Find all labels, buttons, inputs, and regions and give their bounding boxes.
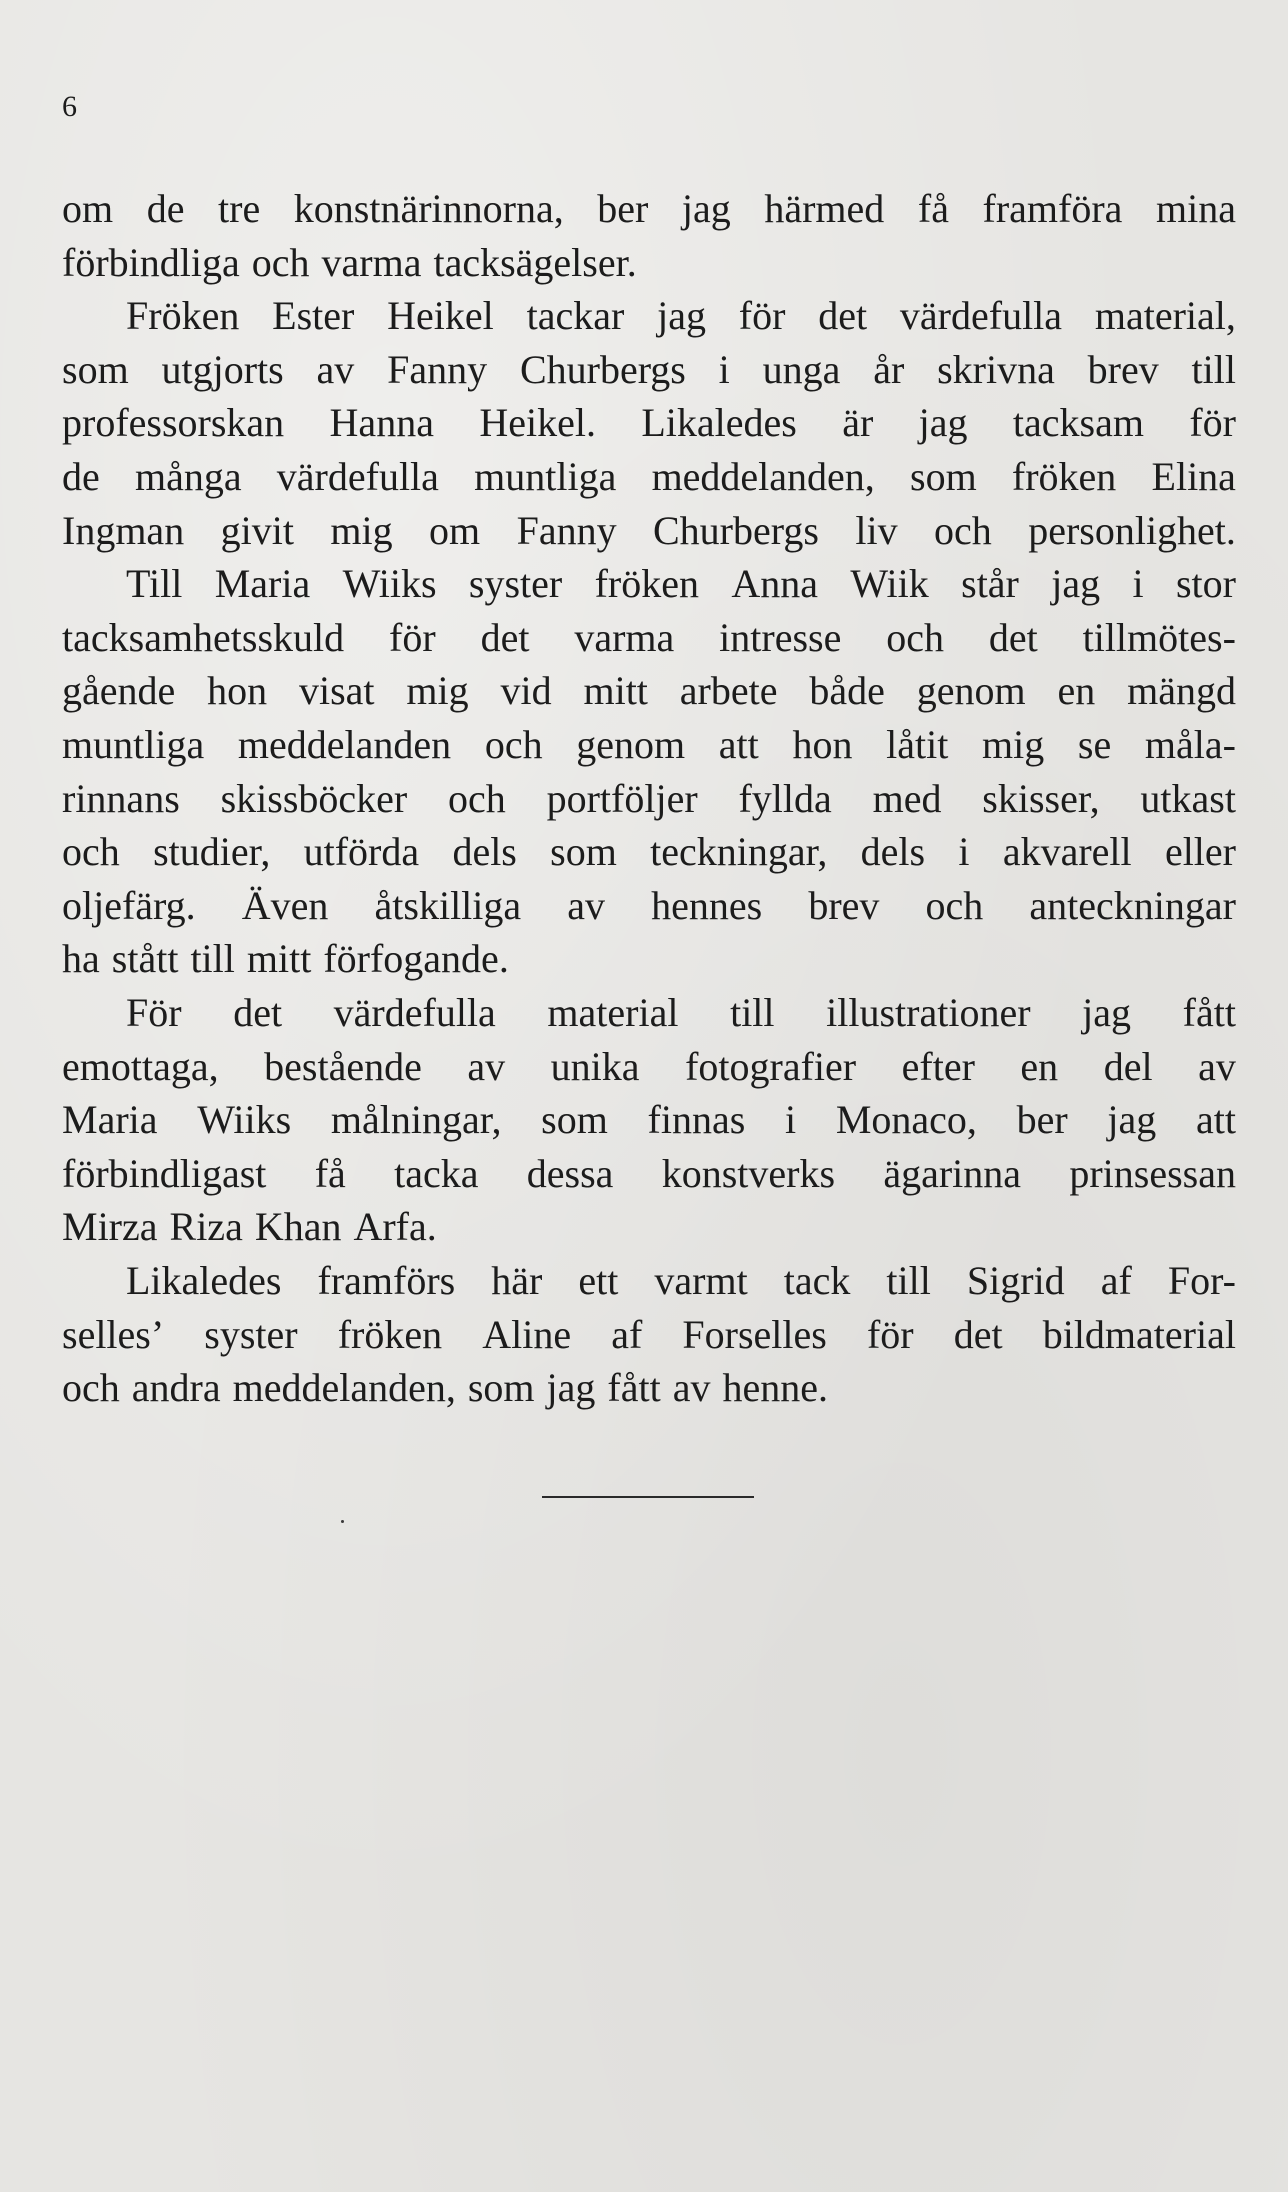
word: muntliga (62, 722, 205, 767)
word: eller (1164, 829, 1236, 875)
text-line (62, 184, 1236, 234)
word: rinnans (62, 775, 180, 821)
word: fröken (594, 561, 700, 607)
word: det (480, 614, 530, 660)
word: få (917, 186, 949, 231)
word: förfogande. (323, 936, 509, 982)
word: tack (783, 1258, 851, 1303)
word: Fanny (387, 346, 488, 392)
word: här (491, 1258, 543, 1303)
word: Wiiks (197, 1097, 292, 1143)
word: jag (1107, 1097, 1157, 1143)
word: givit (220, 507, 294, 553)
word: framförs (317, 1258, 456, 1303)
word: Mirza (62, 1204, 158, 1250)
word: unika (550, 1043, 640, 1089)
word: af (611, 1311, 643, 1357)
word: tacksamhetsskuld (62, 614, 345, 660)
word: konstverks (661, 1150, 836, 1196)
word: syster (468, 561, 563, 607)
word: finnas (647, 1097, 746, 1143)
word: professorskan (62, 400, 285, 446)
word: För (126, 990, 182, 1035)
word: dessa (526, 1150, 614, 1196)
word: står (961, 561, 1019, 607)
word: både (809, 668, 885, 714)
word: av (567, 882, 606, 928)
text-line (62, 1042, 1236, 1092)
word: år (873, 346, 905, 392)
word: hon (792, 722, 853, 767)
word: som (541, 1097, 608, 1143)
word: utgjorts (161, 346, 284, 392)
word: liv (855, 507, 898, 553)
word: teckningar, (650, 829, 828, 875)
word: henne. (722, 1365, 828, 1411)
word: dels (860, 829, 926, 875)
word: skrivna (937, 346, 1055, 392)
word: bestående (264, 1043, 422, 1089)
word: förbindligast (62, 1150, 267, 1196)
word: Elina (1151, 454, 1236, 499)
word: mina (1155, 186, 1236, 231)
word: varmt (654, 1258, 748, 1303)
word: Heikel. (479, 400, 596, 446)
word: portföljer (546, 775, 698, 821)
word: Wiik (850, 561, 929, 607)
word: Likaledes (126, 1258, 282, 1303)
word: en (1057, 668, 1096, 714)
word: Hanna (329, 400, 434, 446)
word: anteckningar (1029, 882, 1236, 928)
text-line (62, 613, 1236, 663)
word: ägarinna (883, 1150, 1022, 1196)
word: för (1189, 400, 1236, 446)
word: akvarell (1002, 829, 1132, 875)
word: Maria (62, 1097, 158, 1143)
word: tackar (526, 293, 625, 339)
text-line (62, 559, 1236, 609)
word: konstnärinnorna, (293, 186, 564, 231)
word: personlighet. (1028, 507, 1236, 553)
word: värdefulla (333, 990, 496, 1035)
word: unga (762, 346, 841, 392)
word: genom (576, 722, 686, 767)
word: värdefulla (276, 454, 439, 499)
word: de (146, 186, 185, 231)
word: muntliga (474, 454, 617, 499)
word: jag (546, 1365, 596, 1411)
word: tacka (394, 1150, 479, 1196)
word: prinsessan (1069, 1150, 1236, 1196)
word: med (872, 775, 942, 821)
word: de (62, 454, 100, 499)
text-line (62, 1095, 1236, 1145)
word: stått (111, 936, 179, 982)
word: som (910, 454, 977, 499)
word: dels (452, 829, 517, 875)
word: mig (982, 722, 1045, 767)
print-speck (341, 1520, 344, 1523)
word: härmed (764, 186, 885, 231)
text-line (62, 1363, 1236, 1413)
word: fyllda (738, 775, 832, 821)
word: av (467, 1043, 506, 1089)
word: och (62, 829, 120, 875)
word: syster (204, 1311, 298, 1357)
text-line (62, 506, 1236, 556)
word: varma (321, 239, 422, 285)
word: och (886, 614, 944, 660)
word: och (934, 507, 992, 553)
word: genom (916, 668, 1026, 714)
word: ha (62, 936, 100, 982)
word: skissböcker (220, 775, 408, 821)
word: Churbergs (519, 346, 686, 392)
word: Till (126, 561, 183, 607)
word: brev (1087, 346, 1159, 392)
word: fröken (337, 1311, 443, 1357)
word: Ester (272, 293, 355, 339)
word: ber (597, 186, 649, 231)
word: fått (1182, 990, 1236, 1035)
word: bildmaterial (1042, 1311, 1236, 1357)
word: utkast (1140, 775, 1236, 821)
word: för (738, 293, 786, 339)
word: utförda (303, 829, 420, 875)
word: det (988, 614, 1038, 660)
word: meddelanden, (651, 454, 875, 499)
word: av (316, 346, 355, 392)
word: visat (298, 668, 375, 714)
word: få (314, 1150, 346, 1196)
word: och (251, 239, 310, 285)
word: Likaledes (641, 400, 797, 446)
word: om (429, 507, 481, 553)
word: brev (808, 882, 880, 928)
text-line (62, 881, 1236, 931)
word: Heikel (387, 293, 494, 339)
word: till (1191, 346, 1236, 392)
word: Arfa. (353, 1204, 437, 1250)
word: en (1020, 1043, 1059, 1089)
word: Wiiks (342, 561, 437, 607)
word: Även (241, 882, 329, 928)
word: jag (657, 293, 706, 339)
word: Fröken (126, 293, 240, 339)
word: Riza (169, 1204, 243, 1250)
page-number: 6 (62, 90, 77, 123)
word: tacksam (1012, 400, 1144, 446)
text-line (62, 774, 1236, 824)
word: Fanny (516, 507, 617, 553)
text-line (62, 238, 1236, 288)
word: Forselles (682, 1311, 827, 1357)
word: vid (500, 668, 552, 714)
word: att (1195, 1097, 1236, 1143)
word: är (842, 400, 874, 446)
text-line (62, 398, 1236, 448)
word: fått (607, 1365, 661, 1411)
text-line (62, 1149, 1236, 1199)
word: och (484, 722, 543, 767)
word: stor (1175, 561, 1236, 607)
word: Monaco, (835, 1097, 977, 1143)
word: i (718, 346, 730, 392)
word: det (953, 1311, 1003, 1357)
word: av (1198, 1043, 1236, 1089)
word: förbindliga (62, 239, 240, 285)
word: af (1100, 1258, 1132, 1303)
word: material (547, 990, 679, 1035)
text-line (62, 1310, 1236, 1360)
word: om (62, 186, 114, 231)
word: meddelanden (237, 722, 452, 767)
word: efter (901, 1043, 975, 1089)
word: och (62, 1365, 120, 1411)
text-line (62, 452, 1236, 502)
word: mitt (583, 668, 648, 714)
word: gående (62, 668, 176, 714)
word: det (233, 990, 283, 1035)
word: mängd (1127, 668, 1236, 714)
word: i (1132, 561, 1144, 607)
word: Khan (254, 1204, 342, 1250)
word: meddelanden, (232, 1365, 456, 1411)
word: som (550, 829, 617, 875)
word: mig (406, 668, 469, 714)
word: i (958, 829, 970, 875)
word: skisser, (982, 775, 1100, 821)
word: hon (207, 668, 268, 714)
word: för (866, 1311, 914, 1357)
word: fotografier (685, 1043, 857, 1089)
text-line (62, 345, 1236, 395)
word: för (389, 614, 436, 660)
word: som (467, 1365, 535, 1411)
word: Aline (482, 1311, 572, 1357)
word: och (925, 882, 984, 928)
word: jag (918, 400, 968, 446)
text-line (62, 1256, 1236, 1306)
word: varma (574, 614, 675, 660)
word: tacksägelser. (433, 239, 637, 285)
word: se (1077, 722, 1112, 767)
text-line (62, 934, 1236, 984)
word: emottaga, (62, 1043, 219, 1089)
text-line (62, 291, 1236, 341)
word: illustrationer (826, 990, 1031, 1035)
text-line (62, 666, 1236, 716)
word: målningar, (330, 1097, 502, 1143)
word: framföra (982, 186, 1123, 231)
text-line (62, 720, 1236, 770)
word: jag (1082, 990, 1132, 1035)
word: mig (330, 507, 393, 553)
word: Sigrid (966, 1258, 1065, 1303)
word: och (448, 775, 506, 821)
word: till (886, 1258, 931, 1303)
word: fröken (1011, 454, 1117, 499)
word: hennes (651, 882, 763, 928)
text-line (62, 988, 1236, 1038)
word: till (190, 936, 235, 982)
word: For- (1167, 1258, 1236, 1303)
section-divider (542, 1496, 754, 1498)
word: att (718, 722, 759, 767)
word: Churbergs (653, 507, 819, 553)
word: det (818, 293, 868, 339)
word: måla- (1144, 722, 1236, 767)
text-line (62, 827, 1236, 877)
word: värdefulla (899, 293, 1063, 339)
word: tillmötes- (1082, 614, 1236, 660)
word: selles’ (62, 1311, 165, 1357)
word: arbete (679, 668, 778, 714)
word: oljefärg. (62, 882, 196, 928)
word: jag (1051, 561, 1101, 607)
word: Maria (214, 561, 311, 607)
word: ber (1016, 1097, 1068, 1143)
word: åtskilliga (374, 882, 522, 928)
word: andra (131, 1365, 221, 1411)
word: som (62, 346, 129, 392)
word: många (134, 454, 242, 499)
word: av (672, 1365, 711, 1411)
text-line (62, 1202, 1236, 1252)
word: till (730, 990, 775, 1035)
word: ett (578, 1258, 619, 1303)
word: del (1103, 1043, 1153, 1089)
word: i (785, 1097, 797, 1143)
word: tre (218, 186, 261, 231)
word: intresse (719, 614, 842, 660)
word: studier, (153, 829, 271, 875)
word: låtit (886, 722, 949, 767)
word: Anna (731, 561, 819, 607)
word: jag (681, 186, 731, 231)
word: mitt (246, 936, 312, 982)
word: Ingman (62, 507, 185, 553)
word: material, (1094, 293, 1236, 339)
